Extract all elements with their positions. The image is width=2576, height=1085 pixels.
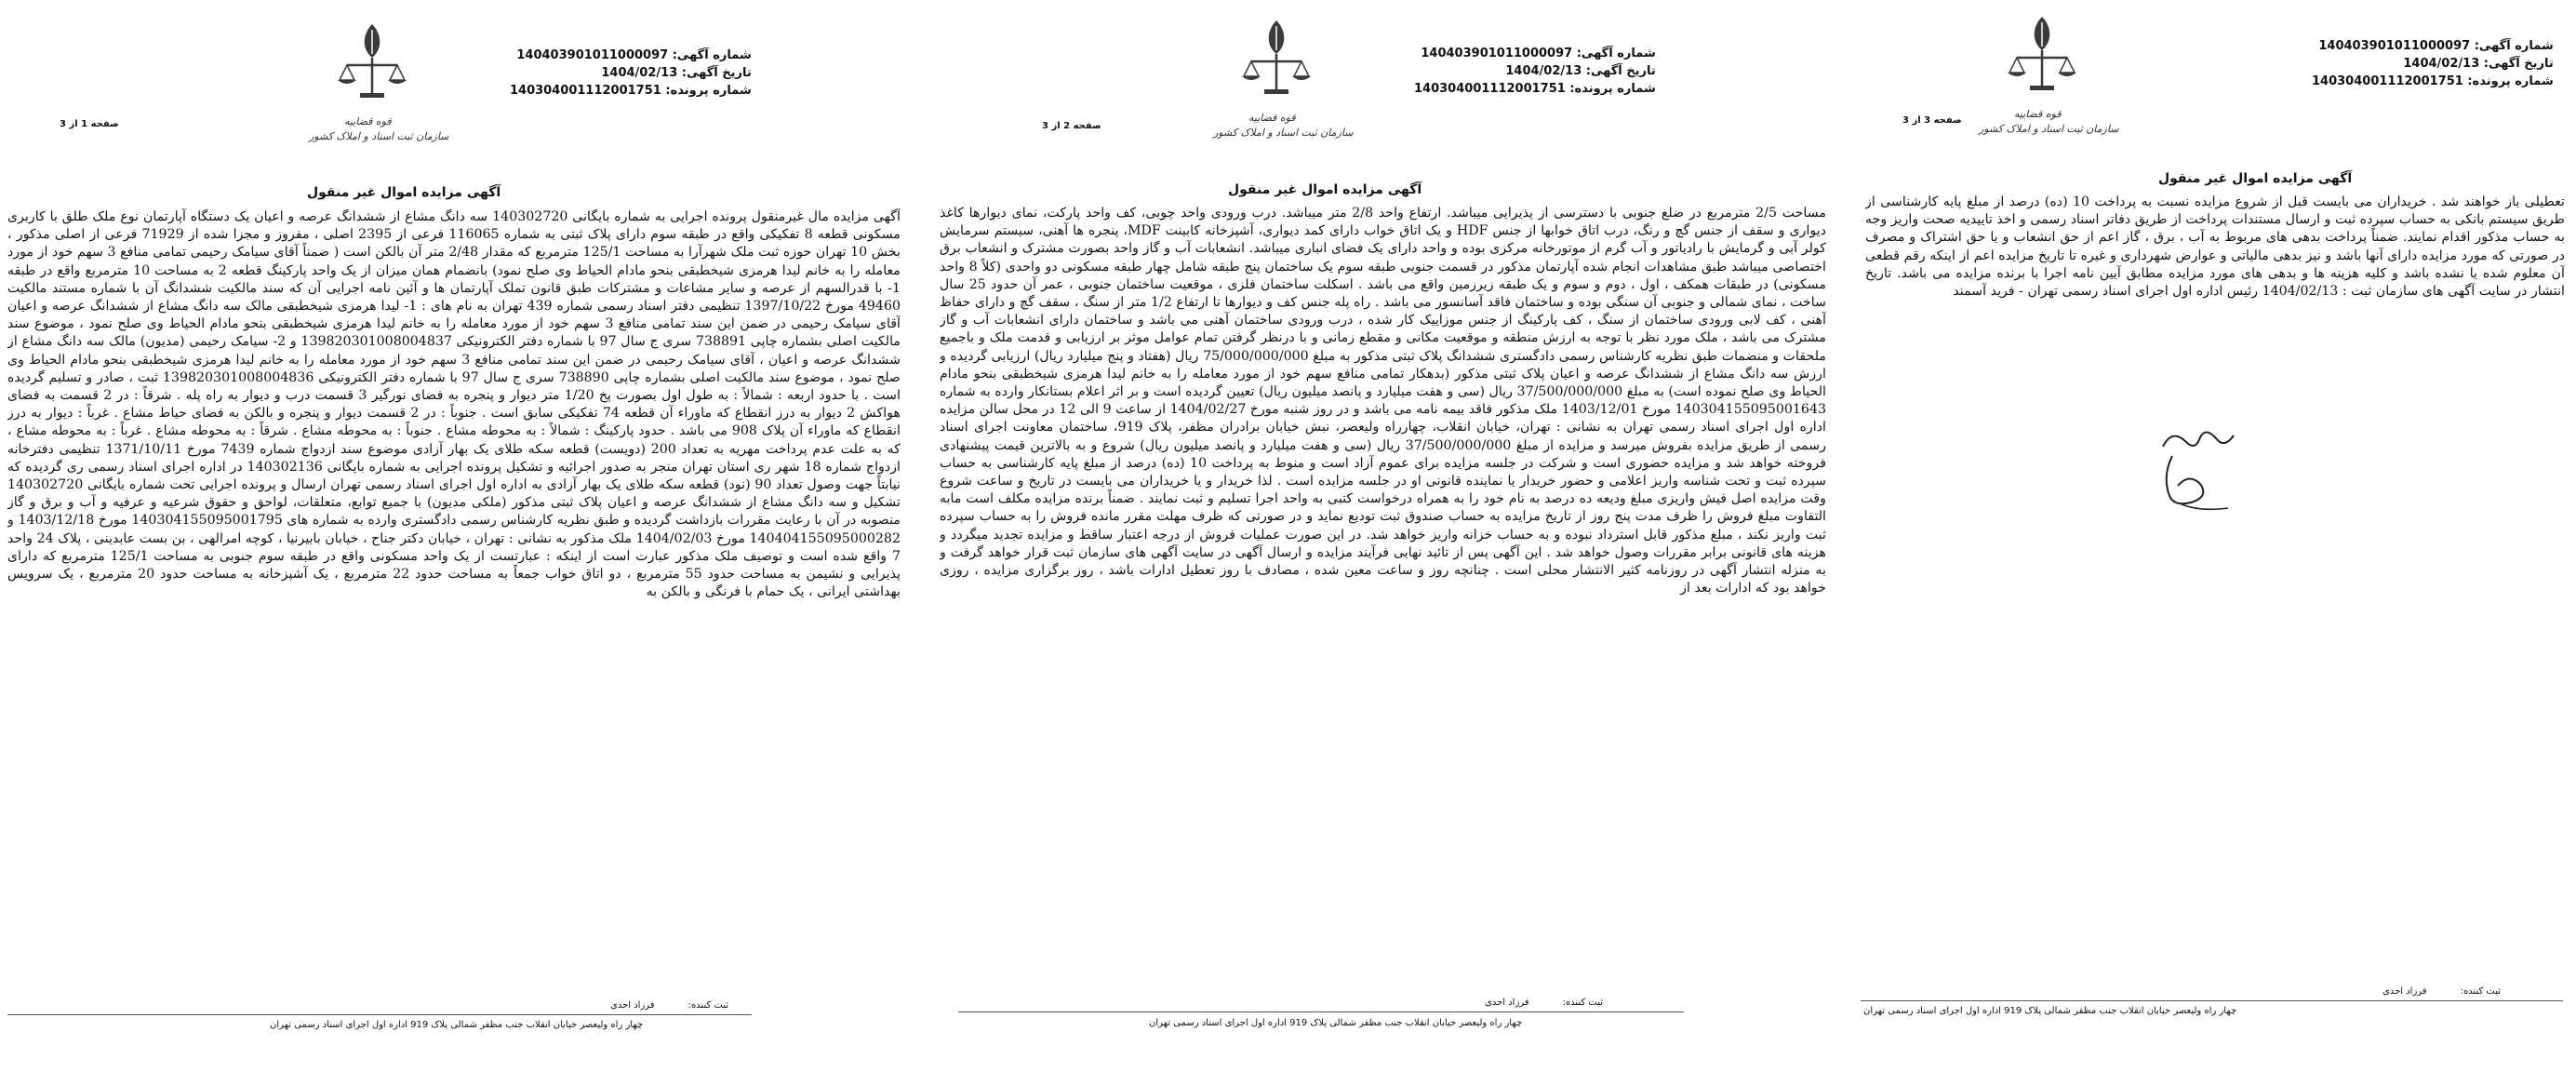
- judiciary-emblem-icon: [2000, 13, 2084, 106]
- emblem-caption: قوه قضاییه: [344, 115, 392, 127]
- recorder-line: ثبت کننده:فرزاد احدی: [1485, 998, 1604, 1008]
- page-3: [1847, 0, 2576, 1085]
- org-name: سازمان ثبت اسناد و املاک کشور: [309, 130, 449, 142]
- footer-address: چهار راه ولیعصر خیابان انقلاب جنب مظفر شمالی پلاک 919 اداره اول اجرای اسناد رسمی تهران: [1863, 1006, 2237, 1016]
- meta-block: [2312, 37, 2554, 90]
- footer-divider: [7, 1014, 752, 1015]
- ad-number-row: شماره آگهی: 140403901011000097: [1421, 47, 1656, 60]
- document-body: آگهی مزایده مال غیرمنقول پرونده اجرایی به شماره بایگانی 140302720 سه دانگ مشاع از ششدانگ عرصه و اعیان یک دستگاه آپارتمان نوع ملک طلق با کاربری مسکونی قطعه 8 تفکیکی واقع در طبقه سوم دارای پلاک ثبتی به شماره 116065 فرعی از 2395 اصلی ، مفروز و مجزا شده از 71929 فرعی از اصلی مذکور ، بخش 10 تهران حوزه ثبت ملک شهرآرا به مساحت 125/1 مترمربع که مقدار 2/48 متر آن بالکن است ( ضمناً آقای سیامک رحیمی تمامی منافع 3 سهم خود از مورد معامله را به خانم لیدا هرمزی شیخطبقی بنحو مادام الحیاط وی صلح نمود) بانضمام همان میزان از یک واحد پارکینگ قطعه 2 به مساحت 10 مترمربع واقع در طبقه 1- با قدرالسهم از عرصه و سایر مشاعات و مشترکات طبق قانون تملک آپارتمان ها و آئین نامه اجرایی آن که سند مالکیت ششدانگ آن با شماره مستند مالکیت 49460 مورخ 1397/10/22 تنظیمی دفتر اسناد رسمی شماره 439 تهران به نام های : 1- لیدا هرمزی شیخطبقی مالک سه دانگ مشاع از ششدانگ عرصه و اعیان آقای سیامک رحیمی در ضمن این سند تمامی منافع 3 سهم خود از مورد معامله را به خانم لیدا هرمزی شیخطبقی بنحو مادام الحیاط وی صلح نمود ، موضوع سند مالکیت اصلی بشماره چاپی 738891 سری ج سال 97 با شماره دفتر الکترونیکی 139820301008004837 و 2- سیامک رحیمی (مدیون) مالک سه دانگ مشاع از ششدانگ عرصه و اعیان ، آقای سیامک رحیمی در ضمن این سند تمامی منافع 3 سهم خود از مورد معامله را به خانم لیدا هرمزی شیخطبقی بنحو مادام الحیاط وی صلح نمود ، موضوع سند مالکیت اصلی بشماره چاپی 738890 سری ج سال 97 با شماره دفتر الکترونیکی 139820301008004836 ثبت ، صادر و تسلیم گردیده است . با حدود اربعه : شمالاً : به طول اول بصورت پخ 1/20 متر دیوار و پنجره به فضای نورگیر 3 قسمت درب و دیوار به راه پله . شرقاً : در 2 قسمت به فضای هواکش 2 دیوار به درز انقطاع که ماوراء آن قطعه 74 تفکیکی سابق است . جنوباً : در 2 قسمت دیوار و پنجره و بالکن به فضای حیاط مشاع . غرباً : دیوار به درز انقطاع که ماوراء آن پلاک 908 می باشد . حدود پارکینگ : شمالاً : به محوطه مشاع . جنوباً : به محوطه مشاع . شرقاً : به محوطه مشاع . غرباً : به محوطه مشاع ، که به علت عدم پرداخت مهریه به تعداد 200 (دویست) قطعه سکه طلای یک بهار آزادی موضوع سند ازدواج شماره 7439 مورخ 1371/10/11 تنظیمی دفترخانه ازدواج شماره 18 شهر ری استان تهران منجر به صدور اجرائیه و تشکیل پرونده اجرایی به شماره بایگانی 140302136 در اداره اجرای اسناد رسمی ری گردیده که نیابتاً جهت وصول تعداد 90 (نود) قطعه سکه طلای یک بهار آزادی به اداره اول اجرای اسناد رسمی تهران ارسال و پرونده اجرایی تحت شماره بایگانی 140302720 تشکیل و سه دانگ مشاع از ششدانگ عرصه و اعیان پلاک ثبتی مذکور (ملکی مدیون) با جمیع توابع، متعلقات، لواحق و حقوق شرعیه و عرفیه و آب و برق و گاز منصوبه در آن با رعایت مقررات بازداشت گردیده و طبق نظریه کارشناس رسمی دادگستری وارده به شماره های 140304155095001795 مورخ 1403/12/18 و 140404155095000282 مورخ 1404/02/03 ملک مذکور به نشانی : تهران ، خیابان دکتر جناح ، خیابان بابیرنیا ، کوچه امرالهی ، بن بست عابدینی ، پلاک 24 واحد 7 واقع شده است و توصیف ملک مذکور عبارت است از اینکه : عبارتست از یک واحد مسکونی واقع در طبقه سوم جنوبی به مساحت 125/1 مترمربع که دارای پذیرایی و نشیمن به مساحت حدود 55 مترمربع ، دو اتاق خواب جمعاً به مساحت حدود 22 مترمربع ، یک آشپزخانه به مساحت حدود 20 مترمربع ، یک سرویس بهداشتی ایرانی ، یک حمام با فرنگی و بالکن به: [7, 209, 901, 600]
- file-number-row: شماره پرونده: 140304001112001751: [2312, 74, 2554, 88]
- judiciary-emblem-icon: [1235, 17, 1318, 110]
- page-number: صفحه 2 از 3: [1042, 121, 1101, 131]
- ad-number-row: شماره آگهی: 140403901011000097: [516, 48, 752, 62]
- footer-divider: [1861, 1000, 2563, 1001]
- signature-mark: [2144, 419, 2256, 521]
- ad-number-row: شماره آگهی: 140403901011000097: [2318, 39, 2554, 53]
- document-body: مساحت 2/5 مترمربع در ضلع جنوبی با دسترسی از پذیرایی میباشد. ارتفاع واحد 2/8 متر میباشد. درب ورودی واحد چوبی، کف واحد پارکت، نمای دیوارها کاغذ دیواری و سقف از جنس گچ و رنگ، درب اتاق خوابها از جنس HDF و یک اتاق خواب دارای کمد دیواری، آشپزخانه کابینت MDF، پنجره ها آهنی، سیستم سرمایش کولر آبی و گرمایش با رادیاتور و آب گرم از موتورخانه مرکزی بوده و واحد دارای یک فضای انباری میباشد. انشعابات آب و گاز واحد بصورت مشترک و انشعاب برق اختصاصی میباشد طبق مشاهدات انجام شده آپارتمان مذکور در قسمت جنوبی طبقه سوم یک ساختمان پنج طبقه شامل چهار طبقه مسکونی دو واحدی (کلاً 8 واحد مسکونی) در طبقات همکف ، اول ، دوم و سوم و یک طبقه زیرزمین واقع می باشد . اسکلت ساختمان فلزی ، موقعیت ساختمان جنوبی ، عمر آن حدود 25 سال ساخت ، نمای شمالی و جنوبی آن سنگی بوده و ساختمان فاقد آسانسور می باشد . راه پله جنس کف و دیوارها تا ارتفاع 1/2 متر از سنگ ، سقف گچ و دارای حفاظ آهنی ، کف لابی ورودی ساختمان از سنگ ، کف پارکینگ از جنس موزاییک کار شده ، درب ورودی ساختمان آهنی می باشد و ساختمان دارای انشعابات آب و گاز مشترک می باشد ، ملک مورد نظر با توجه به ارزش منطقه و موقعیت مکانی و مقطع زمانی و با درنظر گرفتن تمام عوامل موثر بر ارزیابی و قدمت ملک و باجمیع ملحقات و منضمات طبق نظریه کارشناس رسمی دادگستری ششدانگ پلاک ثبتی مذکور به مبلغ 75/000/000/000 ریال (هفتاد و پنج میلیارد ریال) ارزیابی گردیده و ارزش سه دانگ مشاع از ششدانگ عرصه و اعیان پلاک ثبتی مذکور (بدهکار تمامی منافع سهم خود از مورد معامله را به خانم لیدا هرمزی شیخطبقی بنحو مادام الحیاط وی صلح نموده است) به مبلغ 37/500/000/000 ریال (سی و هفت میلیارد و پانصد میلیون ریال) تعیین گردیده است و بر اثر اعلام بستانکار وارده به شماره 140304155095001643 مورخ 1403/12/01 ملک مذکور فاقد بیمه نامه می باشد و در روز شنبه مورخ 1404/02/27 از ساعت 9 الی 12 در محل سالن مزایده اداره اول اجرای اسناد رسمی تهران به نشانی : تهران، خیابان انقلاب، چهارراه ولیعصر، نبش خیابان برادران مظفر، پلاک 919، ساختمان معاونت اجرای اسناد رسمی از طریق مزایده بفروش میرسد و مزایده از مبلغ 37/500/000/000 ریال (سی و هفت میلیارد و پانصد میلیون ریال) شروع و به بالاترین قیمت پیشنهادی فروخته خواهد شد و مزایده حضوری است و شرکت در جلسه مزایده برای عموم آزاد است و منوط به پرداخت 10 (ده) درصد از مبلغ پایه کارشناسی به حساب سپرده ثبت و تحت شناسه واریز اعلامی و حضور خریدار یا نماینده قانونی او در جلسه مزایده است . لذا خریدار و یا خریداران می بایست در تاریخ و ساعت شروع وقت مزایده اصل فیش واریزی مبلغ ودیعه ده درصد به نام خود را به همراه درخواست کتبی به واحد اجرا تسلیم و ثبت نمایند . ضمناً برنده مزایده مکلف است مابه التفاوت مبلغ فروش را ظرف مدت پنج روز از تاریخ مزایده به حساب صندوق ثبت تودیع نماید و در صورتی که ظرف مهلت مقرر مانده فروش را به حساب سپرده ثبت واریز نکند ، مبلغ مذکور قابل استرداد نبوده و به حساب خزانه واریز خواهد شد. در این صورت عملیات فروش از درجه اعتبار ساقط و مزایده تجدید میگردد و هزینه های قانونی برابر مقررات وصول خواهد شد . این آگهی پس از تائید نهایی فرآیند مزایده و ارسال آگهی در سایت آگهی های سازمان ثبت قرار خواهد گرفت و به منزله انتشار آگهی در روزنامه کثیر الانتشار محلی است . چنانچه روز و ساعت معین شده ، مصادف با روز تعطیل ادارات باشد ، روز برگزاری مزایده ، روزی خواهد بود که ادارات بعد از: [940, 206, 1826, 596]
- page-number: صفحه 3 از 3: [1902, 115, 1962, 126]
- judiciary-emblem-icon: [330, 20, 414, 114]
- ad-date-row: تاریخ آگهی: 1404/02/13: [2403, 57, 2554, 71]
- meta-block: [510, 47, 752, 100]
- page-2: [930, 0, 1847, 1085]
- document-title: آگهی مزایده اموال غیر منقول: [2158, 171, 2353, 186]
- org-name: سازمان ثبت اسناد و املاک کشور: [1213, 127, 1354, 139]
- org-name: سازمان ثبت اسناد و املاک کشور: [1979, 123, 2119, 135]
- footer-divider: [958, 1011, 1684, 1012]
- ad-date-row: تاریخ آگهی: 1404/02/13: [1505, 64, 1656, 78]
- emblem-caption: قوه قضاییه: [2014, 108, 2062, 120]
- page-1: [0, 0, 930, 1085]
- ad-date-row: تاریخ آگهی: 1404/02/13: [601, 66, 752, 80]
- file-number-row: شماره پرونده: 140304001112001751: [510, 84, 752, 98]
- meta-block: [1414, 45, 1656, 98]
- recorder-line: ثبت کننده:فرزاد احدی: [2382, 986, 2502, 997]
- footer-address: چهار راه ولیعصر خیابان انقلاب جنب مظفر شمالی پلاک 919 اداره اول اجرای اسناد رسمی تهران: [270, 1020, 644, 1030]
- recorder-line: ثبت کننده:فرزاد احدی: [610, 1000, 729, 1011]
- page-number: صفحه 1 از 3: [60, 119, 119, 129]
- emblem-caption: قوه قضاییه: [1248, 112, 1296, 124]
- file-number-row: شماره پرونده: 140304001112001751: [1414, 82, 1656, 96]
- footer-address: چهار راه ولیعصر خیابان انقلاب جنب مظفر شمالی پلاک 919 اداره اول اجرای اسناد رسمی تهران: [1149, 1018, 1523, 1028]
- document-title: آگهی مزایده اموال غیر منقول: [307, 185, 501, 200]
- document-body: تعطیلی باز خواهند شد . خریداران می بایست قبل از شروع مزایده نسبت به پرداخت 10 (ده) درصد از مبلغ پایه کارشناسی از طریق سیستم بانکی به حساب سپرده ثبت و ارسال مستندات پرداخت از طریق دفاتر اسناد رسمی و اخذ تاییدیه صحت واریز وجه به حساب مذکور اقدام نمایند. ضمناً پرداخت بدهی های مربوط به آب ، برق ، گاز اعم از حق انشعاب و یا حق اشتراک و مصرف در صورتی که مورد مزایده دارای آنها باشد و نیز بدهی مالیاتی و عوارض شهرداری و غیره تا تاریخ مزایده اعم از اینکه رقم قطعی آن معلوم شده یا نشده باشد و کلیه هزینه ها و بدهی های مورد مزایده مطابق آیین نامه اجرا با برنده مزایده می باشد. تاریخ انتشار در سایت آگهی های سازمان ثبت : 1404/02/13 رئیس اداره اول اجرای اسناد رسمی تهران - فرید آسمند: [1865, 194, 2565, 300]
- document-title: آگهی مزایده اموال غیر منقول: [1228, 182, 1422, 197]
